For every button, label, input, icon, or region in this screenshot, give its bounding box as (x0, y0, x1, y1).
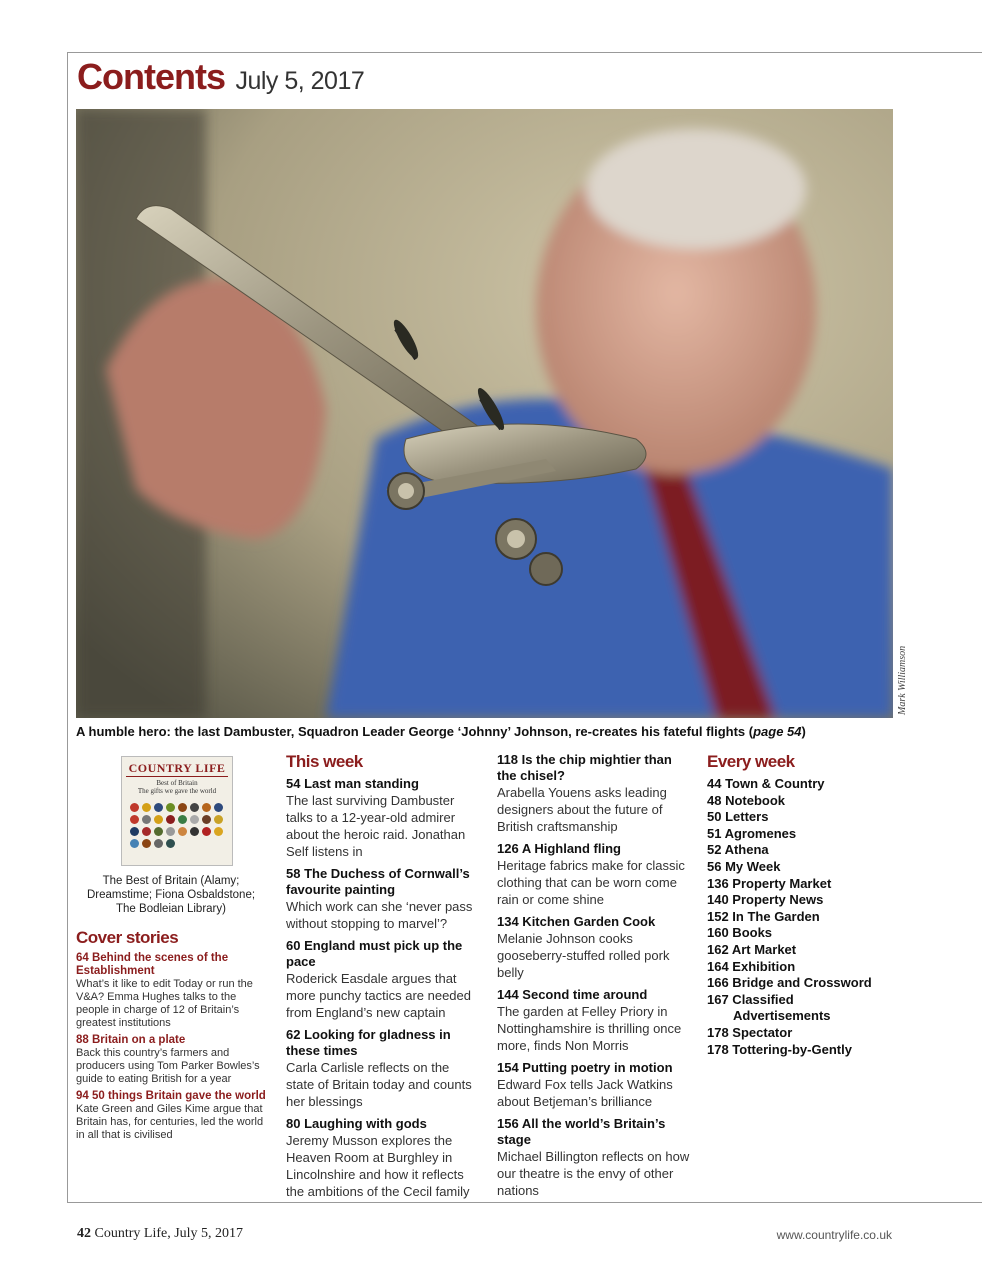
page-title: Contents (77, 56, 225, 97)
list-item: 56 My Week (707, 858, 781, 874)
photo-caption: A humble hero: the last Dambuster, Squadron Leader George ‘Johnny’ Johnson, re-creates his fateful flights (page 54) (76, 724, 806, 739)
list-item: 160 Books (707, 925, 773, 941)
cover-stories-heading: Cover stories (76, 928, 179, 947)
list-item: 118 Is the chip mightier than the chisel? Arabella Youens asks leading designers about the future of British craftsmanship (497, 752, 672, 834)
list-item: 64 Behind the scenes of the Establishment What’s it like to edit Today or run the V&A? Emma Hughes talks to the people in charge of 12 of Britain’s greatest institutions (76, 952, 253, 1029)
list-item: 134 Kitchen Garden Cook Melanie Johnson cooks gooseberry-stuffed rolled pork belly (497, 914, 670, 980)
frame-left-rule (67, 52, 68, 1202)
list-item: 52 Athena (707, 842, 769, 858)
list-item: 162 Art Market (707, 941, 797, 957)
cover-objects (130, 803, 224, 848)
list-item: 44 Town & Country (707, 776, 825, 791)
publication-name: Country Life, July 5, 2017 (94, 1226, 244, 1241)
list-item: 60 England must pick up the pace Roderick Easdale argues that more punchy tactics are needed from England’s new captain (286, 938, 471, 1020)
list-item: 94 50 things Britain gave the world Kate Green and Giles Kime argue that Britain has, for centuries, led the world in all that is civilised (76, 1090, 266, 1141)
list-item: 144 Second time around The garden at Felley Priory in Nottinghamshire is thrilling once more, finds Non Morris (497, 987, 682, 1053)
list-item: 166 Bridge and Crossword (707, 975, 872, 991)
list-item: 80 Laughing with gods Jeremy Musson explores the Heaven Room at Burghley in Lincolnshire and how it reflects the ambitions of the Cecil family (286, 1116, 470, 1199)
list-item: 54 Last man standing The last surviving Dambuster talks to a 12-year-old admirer about the heroic raid. Jonathan Self listens in (286, 776, 466, 859)
list-item: 156 All the world’s Britain’s stage Michael Billington reflects on how our theatre is the envy of other nations (497, 1116, 690, 1198)
this-week-column (286, 752, 476, 1206)
list-item: 48 Notebook (707, 792, 786, 808)
list-item: 167 Classified (707, 991, 794, 1007)
list-item: 126 A Highland fling Heritage fabrics make for classic clothing that can be worn come rain or come shine (497, 841, 685, 907)
list-item: 140 Property News (707, 892, 824, 908)
photo-credit: Mark Williamson (897, 645, 908, 715)
every-week-list (707, 776, 897, 1058)
page-header (77, 56, 364, 98)
list-item: 178 Spectator (707, 1024, 793, 1040)
cover-tagline: Best of Britain The gifts we gave the world (137, 779, 217, 795)
list-item: 50 Letters (707, 809, 769, 825)
list-item: 58 The Duchess of Cornwall’s favourite painting Which work can she ‘never pass without stopping to marvel’? (286, 866, 473, 931)
list-item: Advertisements (733, 1008, 831, 1024)
list-item: 154 Putting poetry in motion Edward Fox tells Jack Watkins about Betjeman’s brilliance (497, 1060, 673, 1109)
website-url: www.countrylife.co.uk (776, 1228, 892, 1242)
list-item: 164 Exhibition (707, 958, 796, 974)
list-item: 136 Property Market (707, 875, 832, 891)
list-item: 152 In The Garden (707, 908, 820, 924)
list-item: 88 Britain on a plate Back this country’s farmers and producers using Tom Parker Bowles’s guide to eating British for a year (76, 1034, 260, 1085)
hero-photo (76, 109, 893, 718)
magazine-cover-thumbnail (121, 756, 233, 866)
every-week-heading: Every week (707, 752, 795, 771)
hero-photo-illustration (76, 109, 893, 718)
list-item: 51 Agromenes (707, 825, 797, 841)
caption-page-ref: page 54 (753, 724, 802, 739)
page-footer (77, 1226, 243, 1242)
cover-masthead: COUNTRY LIFE (126, 761, 228, 777)
frame-top-rule (67, 52, 982, 53)
features-column (497, 752, 692, 1205)
page-number: 42 (77, 1226, 91, 1241)
this-week-heading: This week (286, 752, 363, 771)
list-item: 62 Looking for gladness in these times Carla Carlisle reflects on the state of Britain today and counts her blessings (286, 1027, 472, 1109)
every-week-column (707, 752, 897, 1058)
list-item: 178 Tottering-by-Gently (707, 1041, 852, 1057)
issue-date: July 5, 2017 (235, 67, 365, 95)
cover-caption: The Best of Britain (Alamy; Dreamstime; Fiona Osbaldstone; The Bodleian Library) (86, 875, 256, 915)
cover-column (76, 752, 266, 1146)
